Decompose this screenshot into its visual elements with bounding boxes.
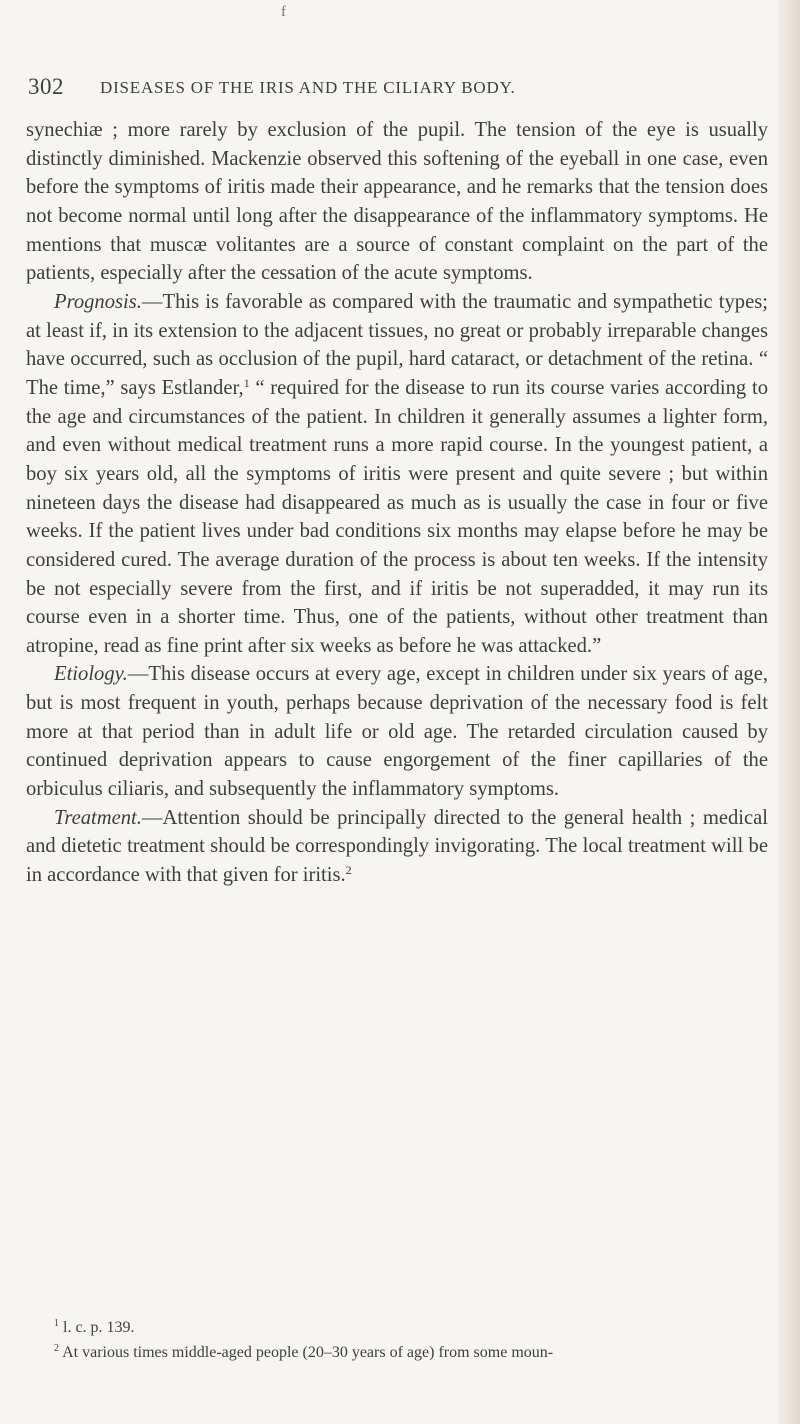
paragraph-prognosis: [26, 288, 768, 661]
paragraph-continuation: [26, 116, 768, 288]
paragraph-text: synechiæ ; more rarely by exclusion of the pupil. The tension of the eye is usually distinctly diminished. Mackenzie observed this softening of the eyeball in one case, even before the symptoms of iritis made their appearance, and he remarks that the tension does not become normal until long after the disappearance of the inflammatory symptoms. He mentions that muscæ volitantes are a source of constant complaint on the part of the patients, especially after the cessation of the acute symptoms.: [26, 119, 768, 285]
section-heading-etiology: Etiology.: [54, 663, 128, 686]
footnotes: [26, 1315, 768, 1365]
page-number: 302: [28, 74, 64, 99]
page-edge-shadow: [778, 0, 800, 1424]
running-head: DISEASES OF THE IRIS AND THE CILIARY BODY.: [100, 78, 516, 97]
paragraph-text: —This disease occurs at every age, except in children under six years of age, but is most frequent in youth, perhaps because deprivation of the necessary food is felt more at that period than in adult life or old age. The retarded circulation caused by continued deprivation appears to cause engorgement of the finer capillaries of the orbiculus ciliaris, and subsequently the inflammatory symptoms.: [26, 663, 768, 801]
paragraph-text: —Attention should be principally directed to the general health ; medical and dietetic treatment should be correspondingly invigorating. The local treatment will be in accordance with that given for iritis.: [26, 806, 768, 887]
paragraph-text: “ required for the disease to run its course varies according to the age and circumstances of the patient. In children it generally assumes a lighter form, and even without medical treatment runs a more rapid course. In the youngest patient, a boy six years old, all the symptoms of iritis were present and quite severe ; but within nineteen days the disease had disappeared as much as is usually the case in four or five weeks. If the patient lives under bad conditions six months may elapse before he may be considered cured. The average duration of the process is about ten weeks. If the intensity be not especially severe from the first, and if iritis be not superadded, it may run its course even in a shorter time. Thus, one of the patients, without other treatment than atropine, read as fine print after six weeks as before he was attacked.”: [26, 376, 768, 657]
section-heading-treatment: Treatment.: [54, 806, 142, 829]
paragraph-etiology: [26, 660, 768, 803]
footnote-2: [26, 1340, 768, 1365]
printer-mark: f: [281, 4, 286, 20]
footnote-ref-2: 2: [345, 863, 352, 878]
page-header: [28, 74, 768, 104]
paragraph-text: —This is favorable as compared with the traumatic and sympathetic types; at least if, in its extension to the adjacent tissues, no great or probably irreparable changes have occurred, such as occlusion of the pupil, hard cataract, or detachment of the retina. “ The time,” says Estlander,: [26, 290, 768, 399]
footnote-marker: 2: [54, 1343, 59, 1354]
footnote-1: [26, 1315, 768, 1340]
section-heading-prognosis: Prognosis.: [54, 290, 142, 313]
footnote-text: l. c. p. 139.: [59, 1319, 135, 1336]
paragraph-treatment: [26, 804, 768, 890]
footnote-ref-1: 1: [243, 375, 250, 390]
footnote-marker: 1: [54, 1318, 59, 1329]
body-text: [26, 116, 768, 890]
footnote-text: At various times middle-aged people (20–30 years of age) from some moun-: [59, 1344, 554, 1361]
